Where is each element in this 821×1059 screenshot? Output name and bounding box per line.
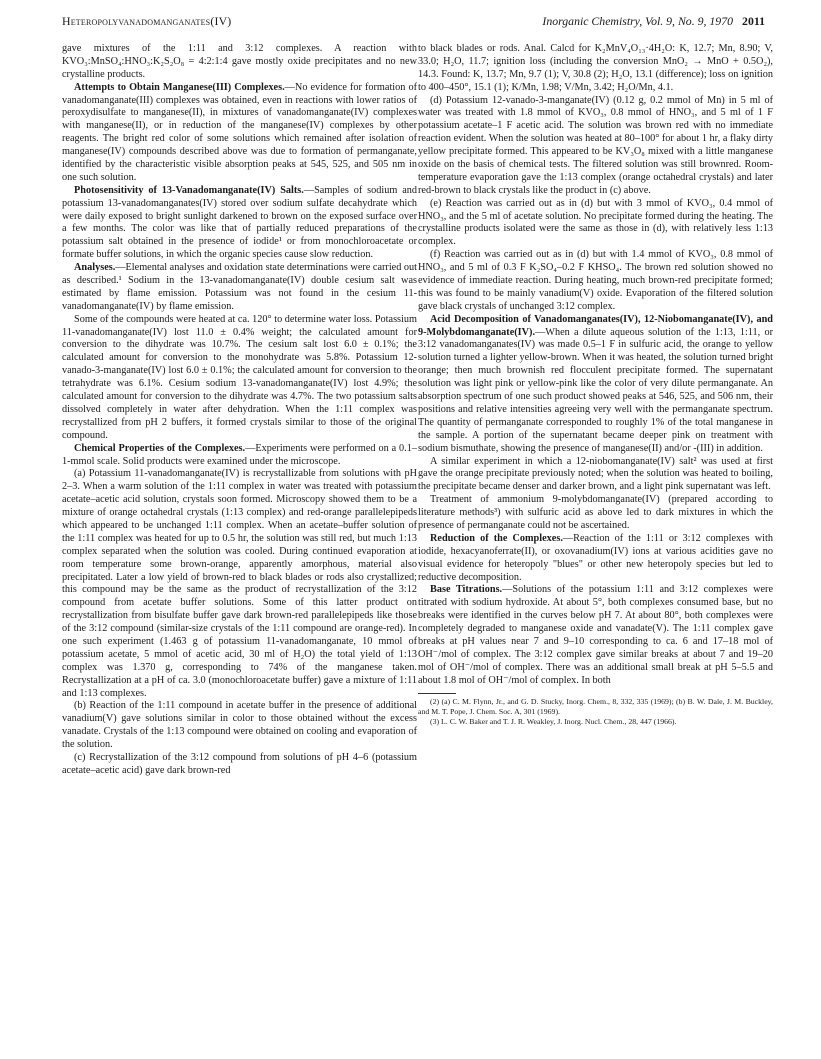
paragraph: (d) Potassium 12-vanado-3-manganate(IV) (0.12 g, 0.2 mmol of Mn) in 5 ml of water was treated with 1.8 mmol of KVO₃, 0.8 mmol of HNO₃, and 5 ml of 1 F potassium acetate–1 F acetic acid. The solution was brown red with no immediate reaction evident. When the solution was heated at 80–100° for about 1 hr, a flaky dirty yellow precipitate formed. This appeared to be KV₃O₈ mixed with a little manganese oxide on the basis of chemical tests. The filtered solution was still brownred. Room-temperature evaporation gave the 1:13 complex (orange octahedral crystals) and later red-brown to black crystals like the product in (c) above. — [418, 94, 773, 196]
paragraph-body: —Solutions of the potassium 1:11 and 3:12 complexes were titrated with sodium hydroxide. At about 5°, both complexes consumed base, but no breaks were identified in the curves below pH 7. At about 80°, both complexes were completely degraded to manganese oxide and vanadate(V). The 1:11 complex gave breaks at pH values near 7 and 9–10 corresponding to ca. 6 and 17–18 mol of OH⁻/mol of complex. The 3:12 complex gave similar breaks at about 7 and 19–20 mol of OH⁻/mol of complex. There was an additional small break at pH 5–5.5 and about 1.8 mol of OH⁻/mol of complex. In both — [418, 584, 773, 686]
paragraph-body: —Samples of sodium and potassium 13-vanadomanganates(IV) stored over sodium sulfate decahydrate which were daily exposed to bright sunlight darkened to brown on the exposed surface over a few months. The color was like that of partially reduced preparations of the potassium salt obtained in the presence of iodide¹ or from monochloroacetate or formate buffer solutions, in which the organic species cause slow reduction. — [62, 184, 417, 261]
paragraph: (f) Reaction was carried out as in (d) but with 1.4 mmol of KVO₃, 0.8 mmol of HNO₃, and 5 ml of 0.3 F K₂SO₄–0.2 F KHSO₄. The brown red solution showed no evidence of immediate reaction. During heating, much brown-red precipitate formed; this was found to be mainly vanadium(V) oxide. Evaporation of the filtered solution gave black crystals of unchanged 3:12 complex. — [418, 249, 773, 312]
paragraph — [62, 185, 417, 262]
section-heading: Reduction of the Complexes. — [430, 532, 563, 544]
paragraph-body: —When a dilute aqueous solution of the 1:13, 1:11, or 3:12 vanadomanganates(IV) was made 0.5–1 F in sulfuric acid, the orange to yellow solution turned a lighter yellow-brown. When it was heated, the solution turned bright orange; then much brownish red flocculent precipitate formed. The supernatant solution was light pink or yellow-pink like the color of very dilute permanganate. An absorption spectrum of one such product showed peaks at 546, 525, and 506 nm, their positions and relative intensities agreeing very well with the permanganate spectrum. The quantity of permanganate corresponded to roughly 1% of the total manganese in the sample. A portion of the supernatant became deeper pink on treatment with sodium bismuthate, showing the presence of manganese(II) and/or -(III) in addition. — [418, 326, 773, 454]
section-heading: Acid Decomposition of Vanadomanganates(IV), 12-Niobomanganate(IV), and 9-Molybdomanganate(IV). — [418, 313, 773, 338]
footnote-divider — [418, 693, 456, 694]
paragraph — [418, 533, 773, 585]
paragraph: Treatment of ammonium 9-molybdomanganate(IV) (prepared according to literature methods³) with sulfuric acid as above led to dark mixtures in which the presence of permanganate could not be ascertained. — [418, 494, 773, 531]
paragraph — [62, 443, 417, 469]
paragraph — [418, 314, 773, 456]
paragraph — [62, 82, 417, 185]
paragraph: gave mixtures of the 1:11 and 3:12 complexes. A reaction with KVO₃:MnSO₄:HNO₃:K₂S₂O₈ = 4:2:1:4 gave mostly oxide precipitates and no new crystalline products. — [62, 43, 417, 80]
paragraph-body: —Reaction of the 1:11 or 3:12 complexes with iodide, hexacyanoferrate(II), or oxovanadium(IV) ions at various acidities gave no visual evidence for heteropoly "blues" or other new heteropoly species but led to reductive decomposition. — [418, 532, 773, 583]
footnote: (2) (a) C. M. Flynn, Jr., and G. D. Stucky, Inorg. Chem., 8, 332, 335 (1969); (b) B. W. Dale, J. M. Buckley, and M. T. Pope, J. Chem. Soc. A, 301 (1969). — [418, 696, 773, 716]
left-column — [62, 43, 417, 778]
paragraph: (e) Reaction was carried out as in (d) but with 3 mmol of KVO₃, 0.4 mmol of HNO₃, and the 5 ml of acetate solution. No precipitate formed during the heating. The crystalline products isolated were the same as those in (d), with relatively less 1:13 complex. — [418, 197, 773, 248]
running-head — [62, 14, 765, 32]
paragraph — [62, 262, 417, 314]
paragraph: Some of the compounds were heated at ca. 120° to determine water loss. Potassium 11-vanadomanganate(IV) lost 11.0 ± 0.4% weight; the calculated amount for conversion to the dihydrate was 10.7%. The cesium salt lost 6.0 ± 0.1%; the calculated amount for conversion to the monohydrate was 5.8%. Potassium 12-vanado-3-manganate(IV) lost 6.0 ± 0.1%; the calculated amount for conversion to the tetrahydrate was 6.1%. Cesium sodium 13-vanadomanganate(IV) lost 4.9%; the calculated amount for conversion to the dihydrate was 4.7%. The two potassium salts dissolved completely in water after dehydration. When the 1:11 complex was recrystallized from pH 2 buffers, it formed crystals similar to those of the original compound. — [62, 313, 417, 441]
footnote: (3) L. C. W. Baker and T. J. R. Weakley, J. Inorg. Nucl. Chem., 28, 447 (1966). — [430, 716, 677, 726]
section-heading: Attempts to Obtain Manganese(III) Complexes. — [74, 81, 285, 93]
right-column — [418, 43, 773, 727]
paragraph: A similar experiment in which a 12-niobomanganate(IV) salt² was used at first gave the orange precipitate previously noted; when the solution was heated to boiling, the precipitate became denser and darker brown, and a light pink supernatant was left. — [418, 455, 773, 493]
page-number: 2011 — [742, 14, 765, 28]
paragraph: (c) Recrystallization of the 3:12 compound from solutions of pH 4–6 (potassium acetate–acetic acid) gave dark brown-red — [62, 751, 417, 776]
section-heading: Photosensitivity of 13-Vanadomanganate(IV) Salts. — [74, 184, 304, 196]
journal-citation: Inorganic Chemistry, Vol. 9, No. 9, 1970 — [542, 14, 733, 28]
section-heading: Base Titrations. — [430, 584, 503, 596]
paragraph-body: —Elemental analyses and oxidation state determinations were carried out as described.¹ Sodium in the 13-vanadomanganate(IV) double cesium salt was estimated by flame emission. Potassium was not found in the cesium 11-vanadomanganate(IV) by flame emission. — [62, 262, 417, 312]
paragraph: (b) Reaction of the 1:11 compound in acetate buffer in the presence of additional vanadium(V) gave solutions similar in color to those obtained without the excess vanadate. Crystals of the 1:13 compound were obtained on cooling and evaporation of the solution. — [62, 700, 417, 751]
paragraph-body: —Experiments were performed on a 0.1–1-mmol scale. Solid products were examined under the microscope. — [62, 442, 417, 467]
paragraph-body: —No evidence for formation of vanadomanganate(III) complexes was obtained, even in reactions with lower ratios of peroxydisulfate to manganese(II), in mixtures of vanadomanganate(IV) complexes with manganese(II), or in reduction of the manganese(IV) complexes by other reagents. The bright red color of some solutions which remained after isolation of manganese(IV) compounds described above was due to formation of permanganate, identified by the characteristic visible absorption peaks at 545, 525, and 505 nm in one such solution. — [62, 81, 417, 183]
paragraph — [418, 584, 773, 687]
running-title: Heteropolyvanadomanganates(IV) — [62, 14, 232, 28]
paragraph: (a) Potassium 11-vanadomanganate(IV) is recrystallizable from solutions with pH 2–3. When a warm solution of the 1:11 complex in water was treated with potassium acetate–acetic acid solution, crystals soon formed. Microscopy showed them to be a mixture of orange octahedral crystals (1:13 complex) and red-orange parallelepipeds which appeared to be unchanged 1:11 complex. When an acetate–buffer solution of the 1:11 complex was heated for up to 0.5 hr, the solution was still red, but much 1:13 complex separated when the solution was cooled. During continued evaporation at room temperature some brown-orange, apparently amorphous, material also precipitated. Later a low yield of brown-red to black blades or rods also crystallized; this compound may be the same as the product of recrystallization of the 3:12 compound from acetate buffer solutions. Some of this latter product on recrystallization from bisulfate buffer gave dark brown-red parallelepipeds like those of the 3:12 compound (similar-size crystals of the 1:11 compound are orange-red). In one such experiment (1.463 g of potassium 11-vanadomanganate, 10 mmol of potassium acetate, 5 mmol of acetic acid, 30 ml of H₂O) the total yield of 1:13 complex was 1.370 g, corresponding to 74% of the manganese taken. Recrystallization at a pH of ca. 3.0 (monochloroacetate buffer) gave a mixture of 1:11 and 1:13 complexes. — [62, 468, 417, 699]
section-heading: Chemical Properties of the Complexes. — [74, 442, 246, 454]
section-heading: Analyses. — [74, 262, 116, 274]
paragraph: to black blades or rods. Anal. Calcd for K₂MnV₄O₁₃·4H₂O: K, 12.7; Mn, 8.90; V, 33.0; H₂O, 11.7; ignition loss (including the conversion MnO₂ → MnO + 0.5O₂), 14.3. Found: K, 13.7; Mn, 9.7 (1); V, 30.8 (2); H₂O, 13.1 (difference); loss on ignition to 400–450°, 15.1 (1); K/Mn, 1.98; V/Mn, 3.42; H₂O/Mn, 4.1. — [418, 43, 773, 93]
